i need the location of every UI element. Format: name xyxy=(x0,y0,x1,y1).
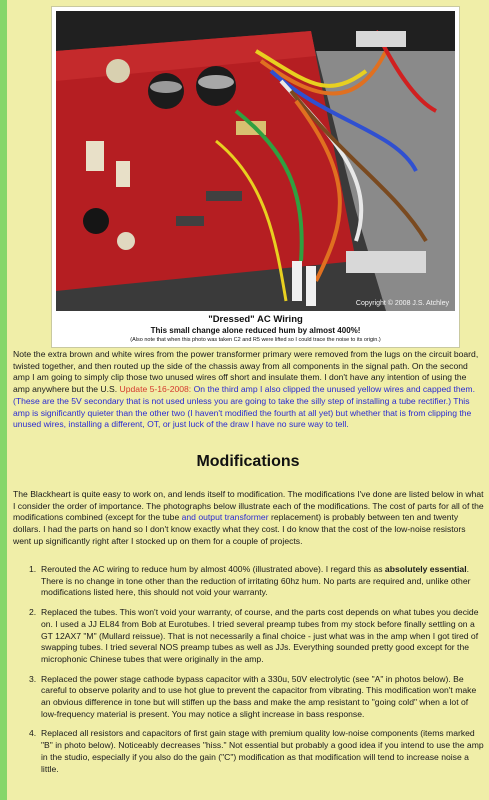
wiring-note-text: Note the extra brown and white wires from the power transformer primary were removed from the lugs on the circuit board, twisted together, and then routed up the side of the chassis away from all components in the signal path. On the second amp I am going to simply clip those two unused wires off short and insulate them. I don't have any intention of using the amp anywhere but the U.S. xyxy=(13,349,479,395)
intro-text-before: The Blackheart is quite easy to work on, and lends itself to modification. The modifications I've done are listed below in what I consider the order of importance. The photographs below illustrate each of the modifications. The cost of parts for all of the modifications combined (except for the tube xyxy=(13,489,484,523)
list-item xyxy=(13,564,485,599)
update-label: Update 5-16-2008: xyxy=(119,384,192,395)
list-item xyxy=(13,607,485,666)
list-item-number: 1. xyxy=(29,564,37,574)
list-item xyxy=(13,674,485,721)
list-item-text: . There is no change in tone other than the reduction of irritating 60hz hum. No parts are required and, unlike other modifications listed here, this should not void your warranty. xyxy=(41,564,471,598)
list-item-emphasis: absolutely essential xyxy=(384,564,467,574)
list-item-number: 2. xyxy=(29,607,37,618)
wiring-note-paragraph xyxy=(13,349,485,431)
list-item xyxy=(13,728,485,775)
list-item-number: 4. xyxy=(29,728,37,739)
photo-figure xyxy=(51,6,460,348)
page-content xyxy=(7,0,489,800)
intro-paragraph xyxy=(13,489,485,548)
photo-caption-line: This small change alone reduced hum by almost 400%! xyxy=(150,326,361,335)
amp-wiring-illustration xyxy=(56,11,455,311)
output-transformer-link[interactable]: and output transformer xyxy=(181,512,269,523)
list-item-text: Replaced the tubes. This won't void your warranty, of course, and the parts cost depends on what tubes you decide on. I used a JJ EL84 from Bob at Eurotubes. I tried several preamp tubes from my stock before finally settling on a GT 12AX7 "M" (Mullard reissue). That is not necessarily a final choice - just what was in the amp when I got tired of swapping tubes. I tried several NOS preamp tubes as well as JJs. Everything sounded pretty good except for the microphonic Chinese tubes that were originally in the amp. xyxy=(41,607,479,664)
list-item-text: Rerouted the AC wiring to reduce hum by almost 400% (illustrated above). I regard this as xyxy=(41,564,385,574)
list-item-text: Replaced all resistors and capacitors of first gain stage with premium quality low-noise components (items marked "B" in photo below). Noticeably decreases "hiss." Not essential but probably a good idea if you intend to use the amp in the studio, especially if you also do the gain ("C") modification as that modification will tend to increase noise a little. xyxy=(41,728,484,774)
photo-caption-title: "Dressed" AC Wiring xyxy=(208,314,303,325)
list-item-text: Replaced the power stage cathode bypass capacitor with a 330u, 50V electrolytic (see "A" in photos below). Be careful to observe polarity and to use hot glue to prevent the capacitor from vibrating. This modification won't make an obvious difference in tone but will stiffen up the bass and make the amp resistant to "going cold" when a lot of low-frequency material is present. You may notice a slight increase in bass response. xyxy=(41,673,477,719)
intro-text-after: replacement) is probably between ten and twenty dollars. I had the parts on hand so I don't know exactly what they cost. I do know that the cost of the low-noise resistors went up significantly right after I stocked up on them for a couple of projects. xyxy=(13,512,466,546)
section-heading: Modifications xyxy=(196,453,300,470)
left-border-stripe xyxy=(0,0,7,800)
modifications-list xyxy=(13,564,485,783)
list-item-number: 3. xyxy=(29,673,37,684)
photo-copyright: Copyright © 2008 J.S. Atchley xyxy=(355,300,449,307)
amp-wiring-photo xyxy=(56,11,455,311)
photo-caption-note: (Also note that when this photo was taken C2 and R5 were lifted so I could trace the noise to its origin.) xyxy=(130,337,381,343)
update-text: On the third amp I also clipped the unused yellow wires and capped them. (These are the 5V secondary that is not used unless you are going to take the silly step of installing a tube rectifier.) This amp is significantly quieter than the other two (I haven't modified the fourth at all yet) but whether that is from clipping the unused wires, installing a different, OT, or just luck of the draw I have no sure way to tell. xyxy=(13,384,475,430)
